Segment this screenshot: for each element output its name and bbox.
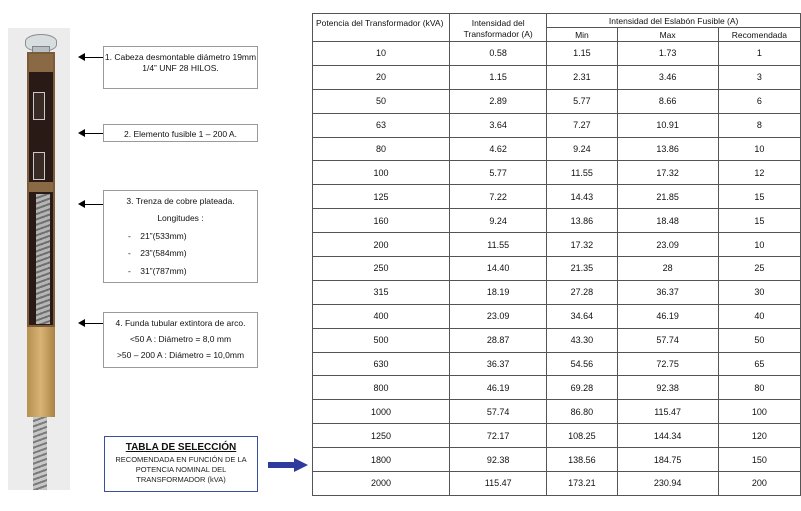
fuse-sheath — [27, 52, 55, 327]
cell-transformer-current: 11.55 — [450, 233, 547, 257]
table-row — [313, 89, 801, 113]
fuse-selection-table — [312, 13, 801, 496]
cell-max: 36.37 — [617, 280, 718, 304]
cell-power: 1000 — [313, 400, 450, 424]
cell-power: 1250 — [313, 424, 450, 448]
cell-min: 138.56 — [547, 448, 617, 472]
cell-power: 400 — [313, 304, 450, 328]
cell-recommended: 100 — [718, 400, 800, 424]
cell-min: 173.21 — [547, 472, 617, 496]
cell-max: 21.85 — [617, 185, 718, 209]
cell-recommended: 15 — [718, 185, 800, 209]
cell-min: 34.64 — [547, 304, 617, 328]
selection-description: RECOMENDADA EN FUNCIÓN DE LA POTENCIA NOMINAL DEL TRANSFORMADOR (kVA) — [115, 455, 247, 484]
cell-max: 72.75 — [617, 352, 718, 376]
braided-cable — [33, 417, 47, 490]
cell-transformer-current: 46.19 — [450, 376, 547, 400]
cell-max: 13.86 — [617, 137, 718, 161]
cell-max: 57.74 — [617, 328, 718, 352]
cell-min: 2.31 — [547, 65, 617, 89]
callout-head-text: 1. Cabeza desmontable diámetro 19mm 1/4” UNF 28 HILOS. — [104, 52, 257, 74]
cell-power: 160 — [313, 209, 450, 233]
right-arrow-icon — [268, 458, 308, 472]
cell-transformer-current: 23.09 — [450, 304, 547, 328]
callout-braid-subtitle: Longitudes : — [157, 213, 204, 224]
cell-transformer-current: 72.17 — [450, 424, 547, 448]
table-row — [313, 137, 801, 161]
cell-transformer-current: 115.47 — [450, 472, 547, 496]
cell-transformer-current: 57.74 — [450, 400, 547, 424]
cell-max: 17.32 — [617, 161, 718, 185]
table-row — [313, 113, 801, 137]
cell-power: 315 — [313, 280, 450, 304]
callout-tube — [103, 312, 258, 368]
cell-max: 115.47 — [617, 400, 718, 424]
table-row — [313, 352, 801, 376]
cell-transformer-current: 28.87 — [450, 328, 547, 352]
cell-transformer-current: 14.40 — [450, 257, 547, 281]
callout-tube-title: 4. Funda tubular extintora de arco. — [115, 318, 246, 328]
table-row — [313, 400, 801, 424]
cell-min: 17.32 — [547, 233, 617, 257]
cell-transformer-current: 0.58 — [450, 42, 547, 66]
cell-transformer-current: 9.24 — [450, 209, 547, 233]
cell-recommended: 15 — [718, 209, 800, 233]
cell-transformer-current: 2.89 — [450, 89, 547, 113]
cell-min: 69.28 — [547, 376, 617, 400]
arrow-head-icon — [78, 319, 85, 327]
table-row — [313, 209, 801, 233]
cell-min: 21.35 — [547, 257, 617, 281]
cell-min: 54.56 — [547, 352, 617, 376]
cell-min: 11.55 — [547, 161, 617, 185]
cell-power: 500 — [313, 328, 450, 352]
leader-line-head — [83, 57, 103, 58]
cell-min: 13.86 — [547, 209, 617, 233]
cell-recommended: 3 — [718, 65, 800, 89]
callout-element-text: 2. Elemento fusible 1 – 200 A. — [124, 129, 237, 139]
cell-power: 2000 — [313, 472, 450, 496]
cell-max: 230.94 — [617, 472, 718, 496]
cell-power: 80 — [313, 137, 450, 161]
header-fuse-link-current: Intensidad del Eslabón Fusible (A) — [547, 14, 801, 28]
cell-max: 184.75 — [617, 448, 718, 472]
table-row — [313, 161, 801, 185]
leader-line-tube — [83, 323, 103, 324]
cell-transformer-current: 7.22 — [450, 185, 547, 209]
callout-element — [103, 124, 258, 142]
cell-transformer-current: 36.37 — [450, 352, 547, 376]
leader-line-braid — [83, 204, 103, 205]
cell-power: 20 — [313, 65, 450, 89]
selection-table-box — [104, 436, 258, 492]
callout-braid-title: 3. Trenza de cobre plateada. — [126, 196, 235, 206]
table-body — [313, 42, 801, 496]
table-row — [313, 424, 801, 448]
cell-transformer-current: 1.15 — [450, 65, 547, 89]
table-row — [313, 448, 801, 472]
copper-braid — [36, 194, 50, 324]
cell-recommended: 6 — [718, 89, 800, 113]
cell-power: 200 — [313, 233, 450, 257]
length-item: - 21”(533mm) — [128, 230, 187, 241]
cell-max: 10.91 — [617, 113, 718, 137]
cell-max: 92.38 — [617, 376, 718, 400]
cell-transformer-current: 5.77 — [450, 161, 547, 185]
header-transformer-current: Intensidad del Transformador (A) — [450, 14, 547, 42]
cell-max: 8.66 — [617, 89, 718, 113]
cell-power: 800 — [313, 376, 450, 400]
fuse-element-upper — [33, 92, 45, 120]
length-item: - 31”(787mm) — [128, 265, 187, 276]
header-recommended: Recomendada — [718, 28, 800, 42]
cell-max: 3.46 — [617, 65, 718, 89]
cell-power: 63 — [313, 113, 450, 137]
cell-min: 27.28 — [547, 280, 617, 304]
table-row — [313, 472, 801, 496]
tube-diameter-line: >50 – 200 A : Diámetro = 10,0mm — [116, 349, 245, 360]
table-row — [313, 304, 801, 328]
cell-max: 1.73 — [617, 42, 718, 66]
cell-min: 86.80 — [547, 400, 617, 424]
header-power: Potencia del Transformador (kVA) — [313, 14, 450, 42]
cell-recommended: 40 — [718, 304, 800, 328]
cell-recommended: 30 — [718, 280, 800, 304]
cell-transformer-current: 4.62 — [450, 137, 547, 161]
table-row — [313, 257, 801, 281]
arc-extinguishing-tube — [27, 327, 55, 417]
cell-recommended: 10 — [718, 137, 800, 161]
table-row — [313, 328, 801, 352]
cell-recommended: 50 — [718, 328, 800, 352]
cell-recommended: 80 — [718, 376, 800, 400]
table-row — [313, 233, 801, 257]
cell-power: 630 — [313, 352, 450, 376]
table-row — [313, 42, 801, 66]
cell-max: 46.19 — [617, 304, 718, 328]
cell-power: 100 — [313, 161, 450, 185]
cell-max: 144.34 — [617, 424, 718, 448]
header-max: Max — [617, 28, 718, 42]
leader-line-element — [83, 133, 103, 134]
selection-heading: TABLA DE SELECCIÓN — [125, 442, 237, 453]
cell-recommended: 1 — [718, 42, 800, 66]
cell-recommended: 150 — [718, 448, 800, 472]
cell-max: 18.48 — [617, 209, 718, 233]
fuse-element-lower — [33, 152, 45, 180]
table-row — [313, 376, 801, 400]
arrow-head-icon — [78, 129, 85, 137]
cell-min: 108.25 — [547, 424, 617, 448]
fuse-link-photo — [8, 28, 70, 490]
cell-power: 250 — [313, 257, 450, 281]
cell-recommended: 120 — [718, 424, 800, 448]
table-row — [313, 185, 801, 209]
cell-recommended: 200 — [718, 472, 800, 496]
cell-recommended: 8 — [718, 113, 800, 137]
cell-min: 43.30 — [547, 328, 617, 352]
tube-diameter-line: <50 A : Diámetro = 8,0 mm — [129, 334, 232, 345]
arrow-head-icon — [78, 200, 85, 208]
cell-recommended: 25 — [718, 257, 800, 281]
cell-recommended: 12 — [718, 161, 800, 185]
cell-min: 9.24 — [547, 137, 617, 161]
callout-head — [103, 46, 258, 89]
table-row — [313, 65, 801, 89]
cell-min: 14.43 — [547, 185, 617, 209]
cell-power: 125 — [313, 185, 450, 209]
arrow-head-icon — [78, 53, 85, 61]
table-row — [313, 280, 801, 304]
header-min: Min — [547, 28, 617, 42]
cell-max: 23.09 — [617, 233, 718, 257]
cell-min: 7.27 — [547, 113, 617, 137]
cell-recommended: 65 — [718, 352, 800, 376]
cell-transformer-current: 18.19 — [450, 280, 547, 304]
cell-power: 10 — [313, 42, 450, 66]
cell-recommended: 10 — [718, 233, 800, 257]
cell-transformer-current: 92.38 — [450, 448, 547, 472]
callout-braid — [103, 190, 258, 283]
cell-min: 1.15 — [547, 42, 617, 66]
cell-transformer-current: 3.64 — [450, 113, 547, 137]
length-item: - 23”(584mm) — [128, 248, 187, 259]
cell-power: 50 — [313, 89, 450, 113]
cell-min: 5.77 — [547, 89, 617, 113]
cell-power: 1800 — [313, 448, 450, 472]
cell-max: 28 — [617, 257, 718, 281]
